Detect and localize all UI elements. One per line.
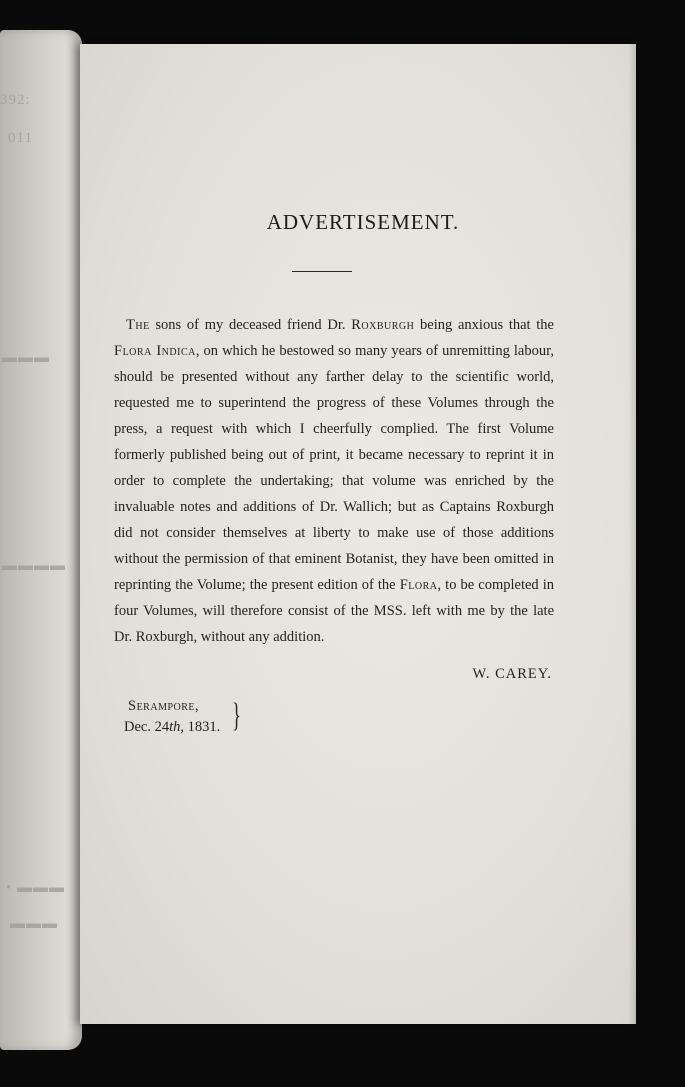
- bleed-through-mark: • ▬▬▬: [6, 880, 66, 896]
- ghost-number-1: 392:: [0, 92, 31, 108]
- bleed-through-mark: ▬▬▬: [2, 350, 50, 366]
- body-text-segment: sons of my deceased friend Dr.: [149, 317, 352, 333]
- left-page-edge: [0, 30, 82, 1050]
- body-text-segment: , on which he bestowed so many years of unremitting labour, should be presented without any farther delay to the scientific world, requested me to superintend the progress of these Volumes through the press, a request with which I cheerfully complied. The first Volume formerly published being out of print, it became necessary to reprint it in order to complete the undertaking; that volume was enriched by the invaluable notes and additions of Dr. Wallich; but as Captains Roxburgh did not consider themselves at liberty to make use of those additions without the permission of that eminent Botanist, they have been omitted in reprinting the Volume; the present edition of the: [114, 343, 554, 593]
- place-and-date: [124, 696, 220, 738]
- advertisement-paragraph: [114, 312, 554, 650]
- title-rule-divider: [292, 271, 352, 272]
- body-text-segment: being anxious that the: [414, 317, 554, 333]
- date-year: , 1831.: [180, 719, 221, 735]
- place-line: Serampore,: [128, 698, 200, 714]
- ghost-number-2: 011: [8, 130, 33, 146]
- date-ordinal: th: [169, 719, 181, 735]
- body-text-segment: Flora Indica: [114, 343, 196, 359]
- page-title: ADVERTISEMENT.: [266, 210, 460, 234]
- body-text-segment: , to be completed in four Volumes, will therefore consist of the MSS. left with me by the late Dr. Roxburgh, without any addition.: [114, 577, 555, 645]
- body-text-segment: The: [126, 317, 150, 333]
- book-page: [80, 44, 636, 1024]
- date-prefix: Dec. 24: [124, 719, 170, 735]
- bleed-through-mark: ▬▬▬: [10, 916, 58, 932]
- bleed-through-mark: ▬▬▬▬: [2, 558, 66, 574]
- body-text-segment: Flora: [399, 577, 438, 593]
- page-edge-shadow: [628, 44, 636, 1024]
- body-text-segment: Roxburgh: [351, 317, 415, 333]
- curly-brace-glyph: }: [232, 697, 241, 734]
- date-line: [124, 717, 220, 738]
- signature: W. CAREY.: [472, 666, 552, 682]
